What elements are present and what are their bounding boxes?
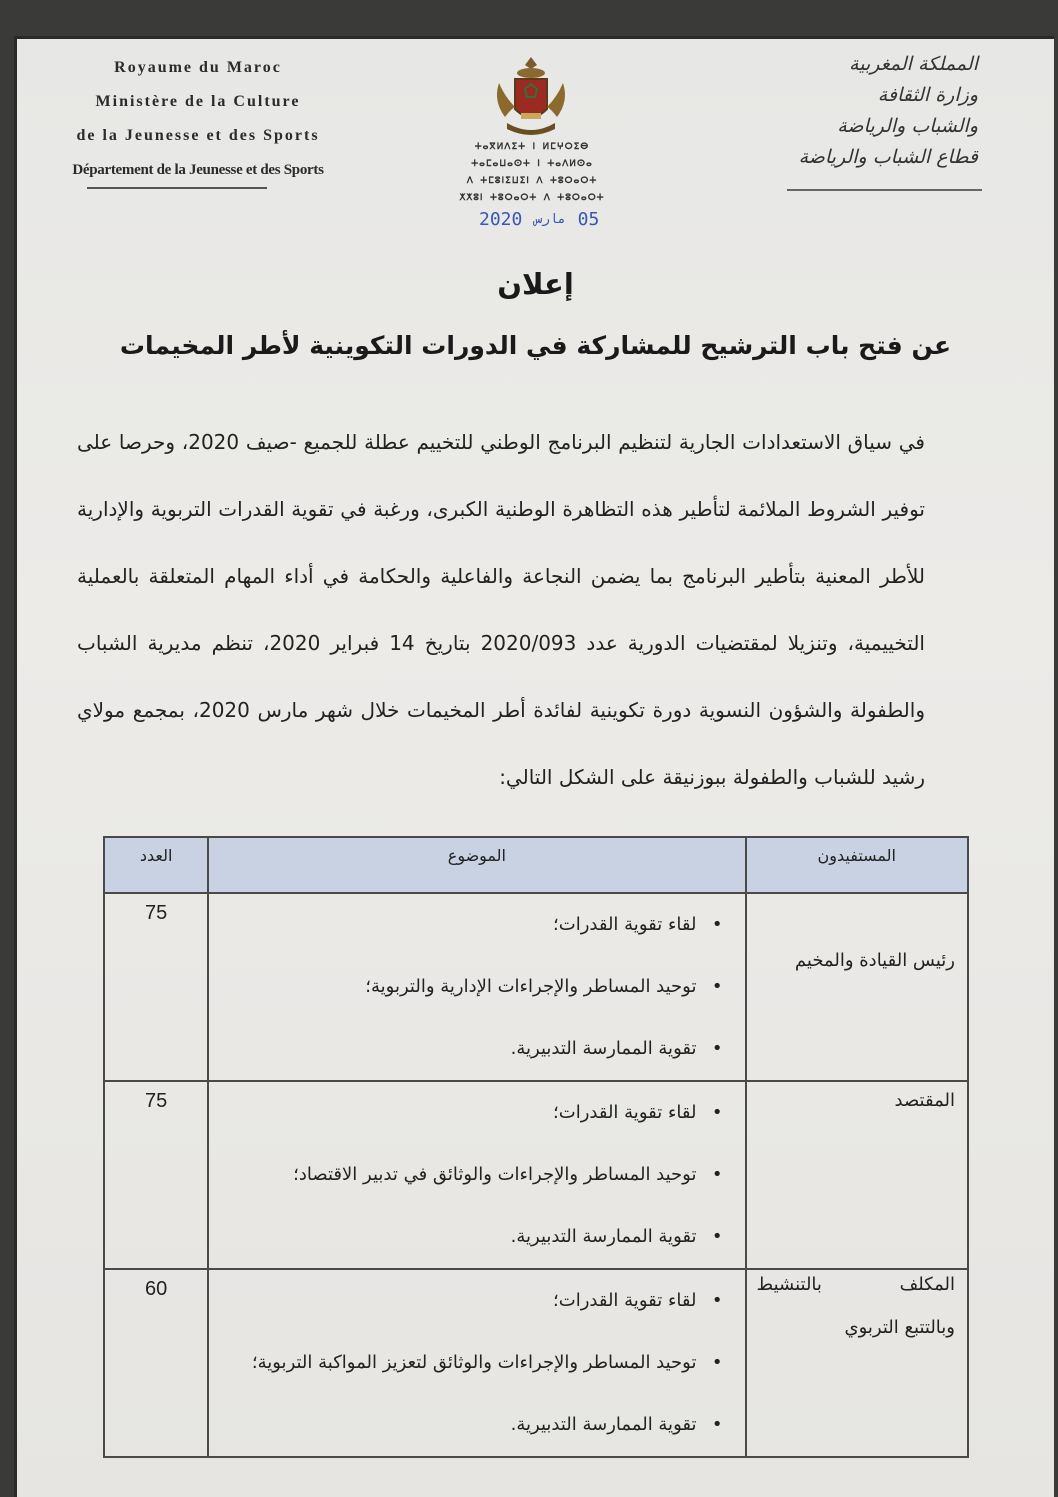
subject-item: • تقوية الممارسة التدبيرية.	[219, 1206, 724, 1268]
table-header-row	[104, 837, 968, 893]
tifinagh-line-2: ⵜⴰⵎⴰⵡⴰⵙⵜ ⵏ ⵜⴰⴷⵍⵙⴰ	[471, 159, 593, 169]
subject-item: • توحيد المساطر والإجراءات الإدارية والتربوية؛	[219, 956, 724, 1018]
subject-item: • لقاء تقوية القدرات؛	[219, 894, 724, 956]
subject-item: • تقوية الممارسة التدبيرية.	[219, 1394, 724, 1456]
table-row	[104, 1269, 968, 1457]
subject-item: • لقاء تقوية القدرات؛	[219, 1270, 724, 1332]
subject-item: • تقوية الممارسة التدبيرية.	[219, 1018, 724, 1080]
header-beneficiaries: المستفيدون	[746, 837, 969, 893]
subject-cell	[208, 1269, 745, 1457]
count-cell: 75	[104, 893, 208, 1081]
header-subject: الموضوع	[208, 837, 745, 893]
count-cell: 60	[104, 1269, 208, 1457]
subject-cell	[208, 1081, 745, 1269]
date-stamp	[479, 209, 599, 230]
subject-list	[219, 1270, 724, 1456]
beneficiary-cell	[746, 1269, 969, 1457]
fr-line-ministry: Ministère de la Culture	[95, 93, 301, 110]
fr-line-department: Département de la Jeunesse et des Sports	[72, 162, 324, 178]
subject-list	[219, 1082, 724, 1268]
document-sheet	[14, 36, 1054, 1497]
fr-line-kingdom: Royaume du Maroc	[114, 59, 282, 76]
ar-line-ministry: وزارة الثقافة	[877, 84, 978, 106]
tifinagh-line-1: ⵜⴰⴳⵍⴷⵉⵜ ⵏ ⵍⵎⵖⵔⵉⴱ	[474, 142, 590, 152]
beneficiary-label: رئيس القيادة والمخيم	[794, 950, 955, 971]
stamp-month: مارس	[534, 212, 566, 227]
tifinagh-line-3: ⴷ ⵜⵎⵓⵏⵉⵡⵉⵏ ⴷ ⵜⵓⵔⴰⵔⵜ	[466, 176, 598, 186]
beneficiary-cell	[746, 1081, 969, 1269]
subject-cell	[208, 893, 745, 1081]
beneficiary-label: المقتصد	[894, 1090, 955, 1111]
stamp-day: 05	[577, 209, 600, 230]
announcement-subtitle: عن فتح باب الترشيح للمشاركة في الدورات التكوينية لأطر المخيمات	[119, 331, 952, 360]
subject-list	[219, 894, 724, 1080]
french-letterhead	[53, 51, 343, 187]
subject-item: • توحيد المساطر والإجراءات والوثائق في تدبير الاقتصاد؛	[219, 1144, 724, 1206]
announcement-body: في سياق الاستعدادات الجارية لتنظيم البرنامج الوطني للتخييم عطلة للجميع -صيف 2020، وحرصا على توفير الشروط الملائمة لتأطير هذه التظاهرة الوطنية الكبرى، ورغبة في تقوية القدرات التربوية والإدارية للأطر المعنية بتأطير البرنامج بما يضمن النجاعة والفاعلية والحكامة في أداء المهام المتعلقة بالعملية التخييمية، وتنزيلا لمقتضيات الدورية عدد 2020/093 بتاريخ 14 فبراير 2020، تنظم مديرية الشباب والطفولة والشؤون النسوية دورة تكوينية لفائدة أطر المخيمات خلال شهر مارس 2020، بمجمع مولاي رشيد للشباب والطفولة ببوزنيقة على الشكل التالي:	[77, 430, 925, 789]
beneficiary-label-b: بالتنشيط	[756, 1274, 822, 1295]
arabic-letterhead	[778, 49, 978, 173]
ar-line-youth: والشباب والرياضة	[837, 115, 978, 137]
tifinagh-line-4: ⵅⵅⵓⵏ ⵜⵓⵔⴰⵔⵜ ⴷ ⵜⵓⵔⴰⵔⵜ	[459, 193, 605, 203]
subject-item: • توحيد المساطر والإجراءات والوثائق لتعزيز المواكبة التربوية؛	[219, 1332, 724, 1394]
count-cell: 75	[104, 1081, 208, 1269]
tifinagh-letterhead	[457, 139, 607, 207]
table-row	[104, 1081, 968, 1269]
beneficiary-label-c: وبالتتبع التربوي	[844, 1317, 955, 1338]
fr-divider	[87, 187, 267, 189]
fr-line-youth: de la Jeunesse et des Sports	[76, 127, 320, 144]
stamp-year: 2020	[479, 209, 523, 230]
beneficiary-label-a: المكلف	[899, 1274, 955, 1295]
ar-divider	[787, 189, 982, 191]
table-row	[104, 893, 968, 1081]
coat-of-arms-emblem	[485, 53, 577, 143]
announcement-title: إعلان	[497, 267, 574, 301]
ar-line-kingdom: المملكة المغربية	[849, 53, 978, 75]
subject-item: • لقاء تقوية القدرات؛	[219, 1082, 724, 1144]
beneficiary-cell	[746, 893, 969, 1081]
ar-line-sector: قطاع الشباب والرياضة	[798, 146, 978, 168]
header-count: العدد	[104, 837, 208, 893]
training-schedule-table	[103, 836, 969, 1458]
